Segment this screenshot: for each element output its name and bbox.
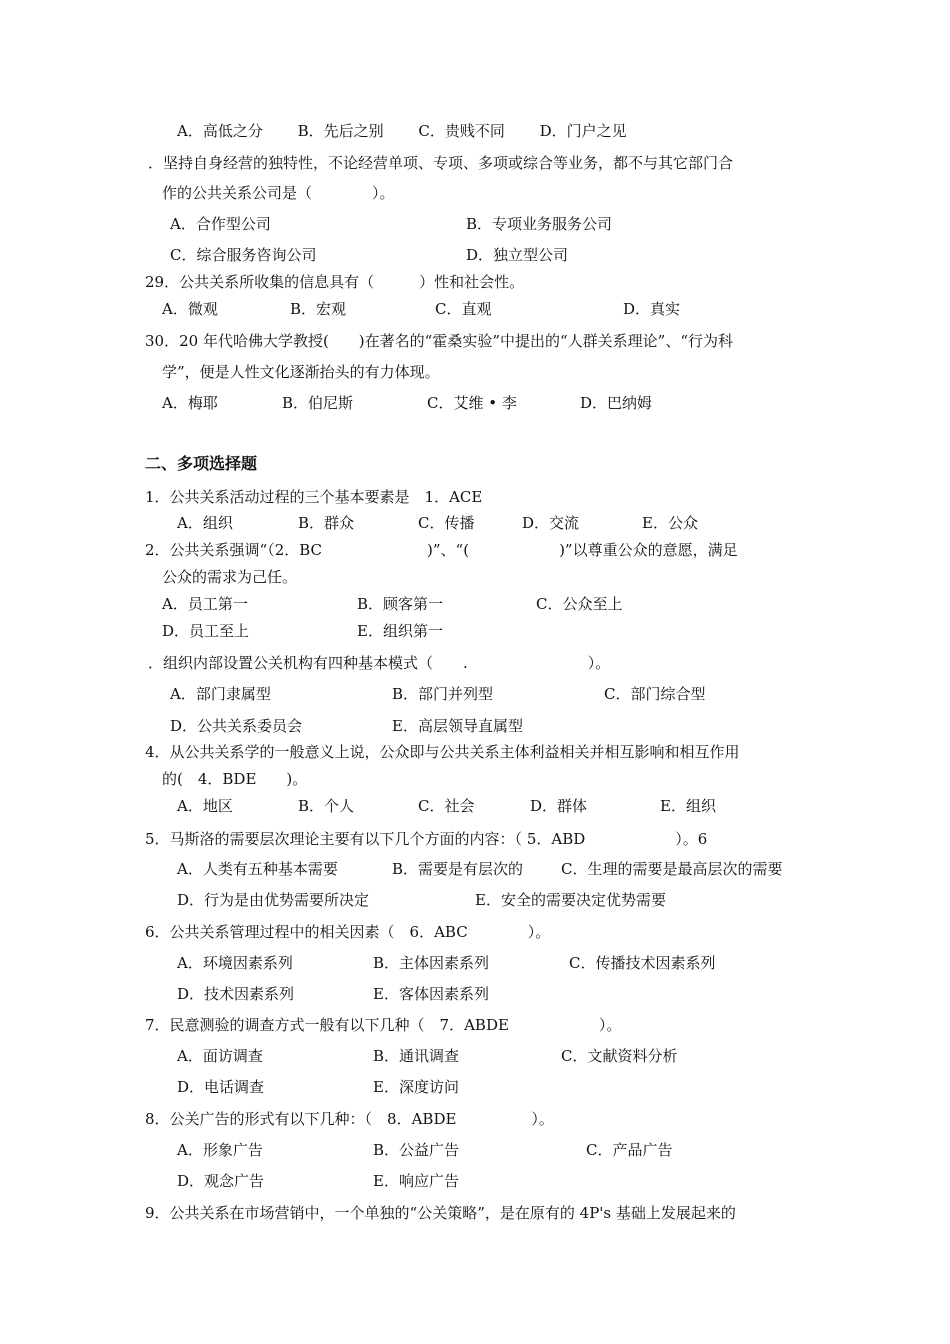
q28-option-b: B．专项业务服务公司 bbox=[466, 215, 613, 233]
mq3-stem: ．组织内部设置公关机构有四种基本模式（ . ）。 bbox=[148, 654, 611, 672]
mq1-option-a: A．组织 bbox=[177, 514, 233, 532]
mq4-option-c: C．社会 bbox=[418, 797, 475, 815]
mq6-stem: 6．公共关系管理过程中的相关因素（ 6．ABC ）。 bbox=[145, 923, 551, 941]
mq2-stem-cont: 公众的需求为己任。 bbox=[162, 568, 298, 586]
mq6-option-b: B．主体因素系列 bbox=[373, 954, 490, 972]
mq2-stem: 2．公共关系强调“（2．BC )”、“( )”以尊重公众的意愿，满足 bbox=[145, 541, 738, 559]
mq6-option-a: A．环境因素系列 bbox=[177, 954, 293, 972]
mq4-option-d: D．群体 bbox=[530, 797, 588, 815]
q30-option-b: B．伯尼斯 bbox=[282, 394, 354, 412]
mq5-option-c: C．生理的需要是最高层次的需要 bbox=[561, 860, 783, 878]
mq1-stem: 1．公共关系活动过程的三个基本要素是 1．ACE bbox=[145, 488, 483, 506]
q29-option-d: D．真实 bbox=[623, 300, 681, 318]
mq7-option-a: A．面访调查 bbox=[177, 1047, 263, 1065]
mq2-option-e: E．组织第一 bbox=[357, 622, 443, 640]
mq5-option-a: A．人类有五种基本需要 bbox=[177, 860, 338, 878]
q28-stem-cont: 作的公共关系公司是（ ）。 bbox=[162, 184, 395, 202]
q28-stem: ．坚持自身经营的独特性，不论经营单项、专项、多项或综合等业务，都不与其它部门合 bbox=[148, 154, 734, 172]
mq5-option-b: B．需要是有层次的 bbox=[392, 860, 524, 878]
q28-option-c: C．综合服务咨询公司 bbox=[170, 246, 317, 264]
mq1-option-b: B．群众 bbox=[298, 514, 355, 532]
mq8-option-a: A．形象广告 bbox=[177, 1141, 263, 1159]
mq4-stem: 4．从公共关系学的一般意义上说，公众即与公共关系主体利益相关并相互影响和相互作用 bbox=[145, 743, 740, 761]
mq3-option-a: A．部门隶属型 bbox=[170, 685, 271, 703]
mq4-stem-cont: 的( 4．BDE )。 bbox=[162, 770, 308, 788]
q27-options: A．高低之分 B．先后之别 C．贵贱不同 D．门户之见 bbox=[177, 122, 627, 140]
q29-option-a: A．微观 bbox=[162, 300, 218, 318]
mq3-option-d: D．公共关系委员会 bbox=[170, 717, 303, 735]
mq8-option-c: C．产品广告 bbox=[586, 1141, 673, 1159]
section-heading-multiple-choice: 二、多项选择题 bbox=[145, 454, 258, 473]
q29-option-b: B．宏观 bbox=[290, 300, 347, 318]
mq6-option-d: D．技术因素系列 bbox=[177, 985, 295, 1003]
mq7-option-b: B．通讯调查 bbox=[373, 1047, 460, 1065]
q30-option-d: D．巴纳姆 bbox=[580, 394, 653, 412]
q29-option-c: C．直观 bbox=[435, 300, 492, 318]
mq8-option-d: D．观念广告 bbox=[177, 1172, 265, 1190]
mq1-option-c: C．传播 bbox=[418, 514, 475, 532]
mq3-option-e: E．高层领导直属型 bbox=[392, 717, 523, 735]
mq2-option-b: B．顾客第一 bbox=[357, 595, 444, 613]
q30-option-a: A．梅耶 bbox=[162, 394, 218, 412]
mq1-option-d: D．交流 bbox=[522, 514, 580, 532]
mq5-option-e: E．安全的需要决定优势需要 bbox=[475, 891, 666, 909]
q30-option-c: C．艾维 • 李 bbox=[427, 394, 517, 412]
mq7-option-e: E．深度访问 bbox=[373, 1078, 459, 1096]
q30-stem-cont: 学”，便是人性文化逐渐抬头的有力体现。 bbox=[162, 363, 440, 381]
mq4-option-a: A．地区 bbox=[177, 797, 233, 815]
mq2-option-d: D．员工至上 bbox=[162, 622, 250, 640]
mq5-option-d: D．行为是由优势需要所决定 bbox=[177, 891, 370, 909]
mq7-option-c: C．文献资料分析 bbox=[561, 1047, 678, 1065]
mq3-option-b: B．部门并列型 bbox=[392, 685, 494, 703]
mq5-stem: 5．马斯洛的需要层次理论主要有以下几个方面的内容：（ 5．ABD ）。6 bbox=[145, 830, 708, 848]
mq9-stem: 9．公共关系在市场营销中，一个单独的“公关策略”，是在原有的 4P's 基础上发展起来的 bbox=[145, 1204, 736, 1222]
mq2-option-a: A．员工第一 bbox=[162, 595, 248, 613]
mq7-option-d: D．电话调查 bbox=[177, 1078, 265, 1096]
mq8-option-b: B．公益广告 bbox=[373, 1141, 460, 1159]
mq4-option-b: B．个人 bbox=[298, 797, 355, 815]
mq6-option-c: C．传播技术因素系列 bbox=[569, 954, 716, 972]
mq3-option-c: C．部门综合型 bbox=[604, 685, 706, 703]
mq4-option-e: E．组织 bbox=[660, 797, 716, 815]
mq7-stem: 7．民意测验的调查方式一般有以下几种（ 7．ABDE ）。 bbox=[145, 1016, 622, 1034]
q30-stem: 30．20 年代哈佛大学教授( )在著名的“霍桑实验”中提出的“人群关系理论”、“行为科 bbox=[145, 332, 733, 350]
mq6-option-e: E．客体因素系列 bbox=[373, 985, 489, 1003]
mq8-option-e: E．响应广告 bbox=[373, 1172, 459, 1190]
mq8-stem: 8．公关广告的形式有以下几种：（ 8．ABDE ）。 bbox=[145, 1110, 554, 1128]
q28-option-d: D．独立型公司 bbox=[466, 246, 569, 264]
mq1-option-e: E．公众 bbox=[642, 514, 698, 532]
q29-stem: 29．公共关系所收集的信息具有（ ）性和社会性。 bbox=[145, 273, 525, 291]
mq2-option-c: C．公众至上 bbox=[536, 595, 623, 613]
q28-option-a: A．合作型公司 bbox=[170, 215, 271, 233]
